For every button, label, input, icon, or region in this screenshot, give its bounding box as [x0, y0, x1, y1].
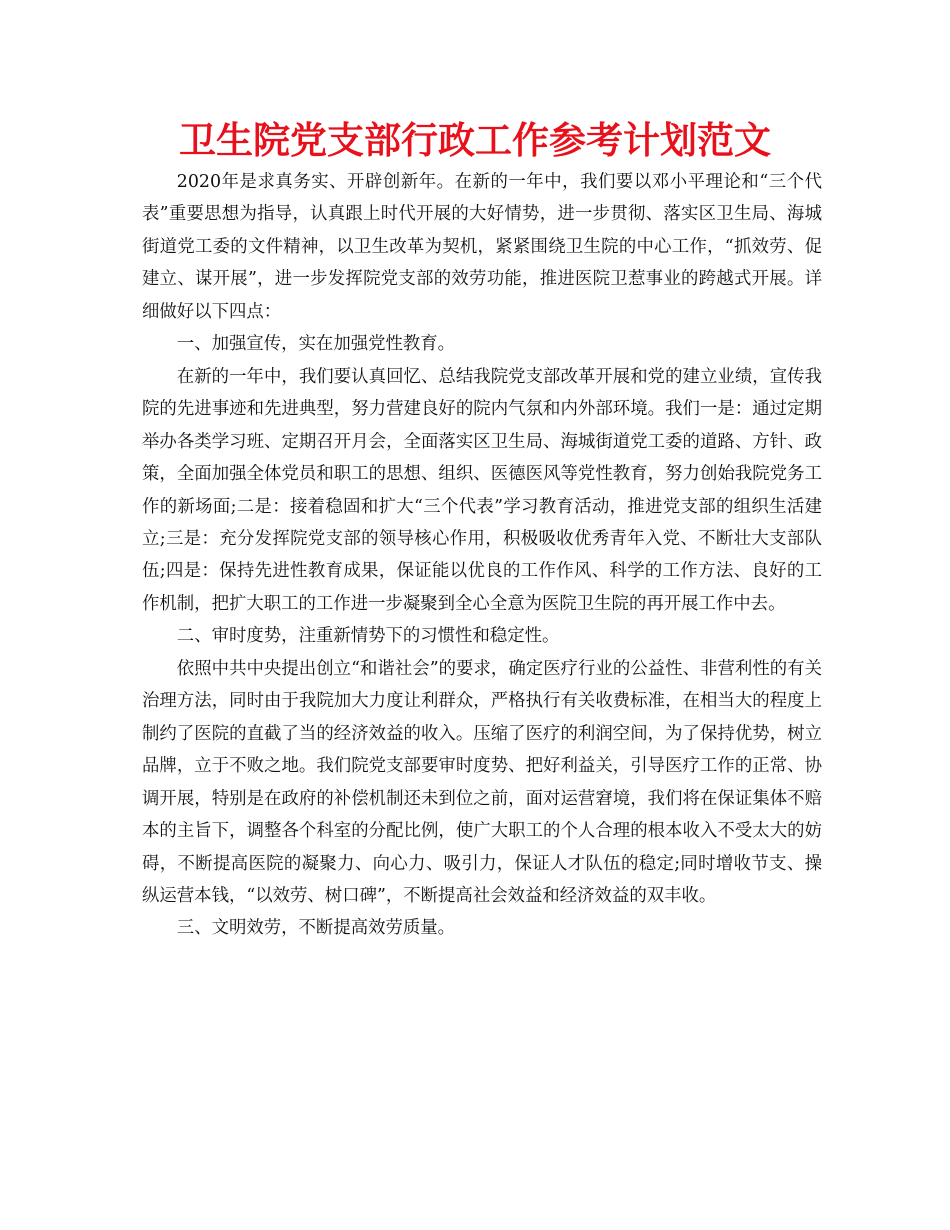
paragraph-section-2: 依照中共中央提出创立“和谐社会”的要求，确定医疗行业的公益性、非营利性的有关治理方法，同时由于我院加大力度让利群众，严格执行有关收费标准，在相当大的程度上制约了医院的直截了当的经济效益的收入。压缩了医疗的利润空间，为了保持优势，树立品牌，立于不败之地。我们院党支部要审时度势、把好利益关，引导医疗工作的正常、协调开展，特别是在政府的补偿机制还未到位之前，面对运营窘境，我们将在保证集体不赔本的主旨下，调整各个科室的分配比例，使广大职工的个人合理的根本收入不受太大的妨碍，不断提高医院的凝聚力、向心力、吸引力，保证人才队伍的稳定;同时增收节支、操纵运营本钱，“以效劳、树口碑”，不断提高社会效益和经济效益的双丰收。 [142, 658, 822, 906]
section-heading-3: 三、文明效劳，不断提高效劳质量。 [176, 918, 456, 939]
document-body [142, 166, 822, 945]
paragraph-section-1: 在新的一年中，我们要认真回忆、总结我院党支部改革开展和党的建立业绩，宣传我院的先进事迹和先进典型，努力营建良好的院内气氛和内外部环境。我们一是：通过定期举办各类学习班、定期召开月会，全面落实区卫生局、海城街道党工委的道路、方针、政策，全面加强全体党员和职工的思想、组织、医德医风等党性教育，努力创始我院党务工作的新场面;二是：接着稳固和扩大“三个代表”学习教育活动，推进党支部的组织生活建立;三是：充分发挥院党支部的领导核心作用，积极吸收优秀青年入党、不断壮大支部队伍;四是：保持先进性教育成果，保证能以优良的工作作风、科学的工作方法、良好的工作机制，把扩大职工的工作进一步凝聚到全心全意为医院卫生院的再开展工作中去。 [142, 366, 822, 614]
document-title: 卫生院党支部行政工作参考计划范文 [179, 119, 771, 162]
section-heading-1: 一、加强宣传，实在加强党性教育。 [176, 334, 456, 355]
paragraph-intro: 2020年是求真务实、开辟创新年。在新的一年中，我们要以邓小平理论和“三个代表”重要思想为指导，认真跟上时代开展的大好情势，进一步贯彻、落实区卫生局、海城街道党工委的文件精神，以卫生改革为契机，紧紧围绕卫生院的中心工作，“抓效劳、促建立、谋开展”，进一步发挥院党支部的效劳功能，推进医院卫惹事业的跨越式开展。详细做好以下四点： [142, 172, 822, 322]
section-heading-2: 二、审时度势，注重新情势下的习惯性和稳定性。 [176, 626, 560, 647]
